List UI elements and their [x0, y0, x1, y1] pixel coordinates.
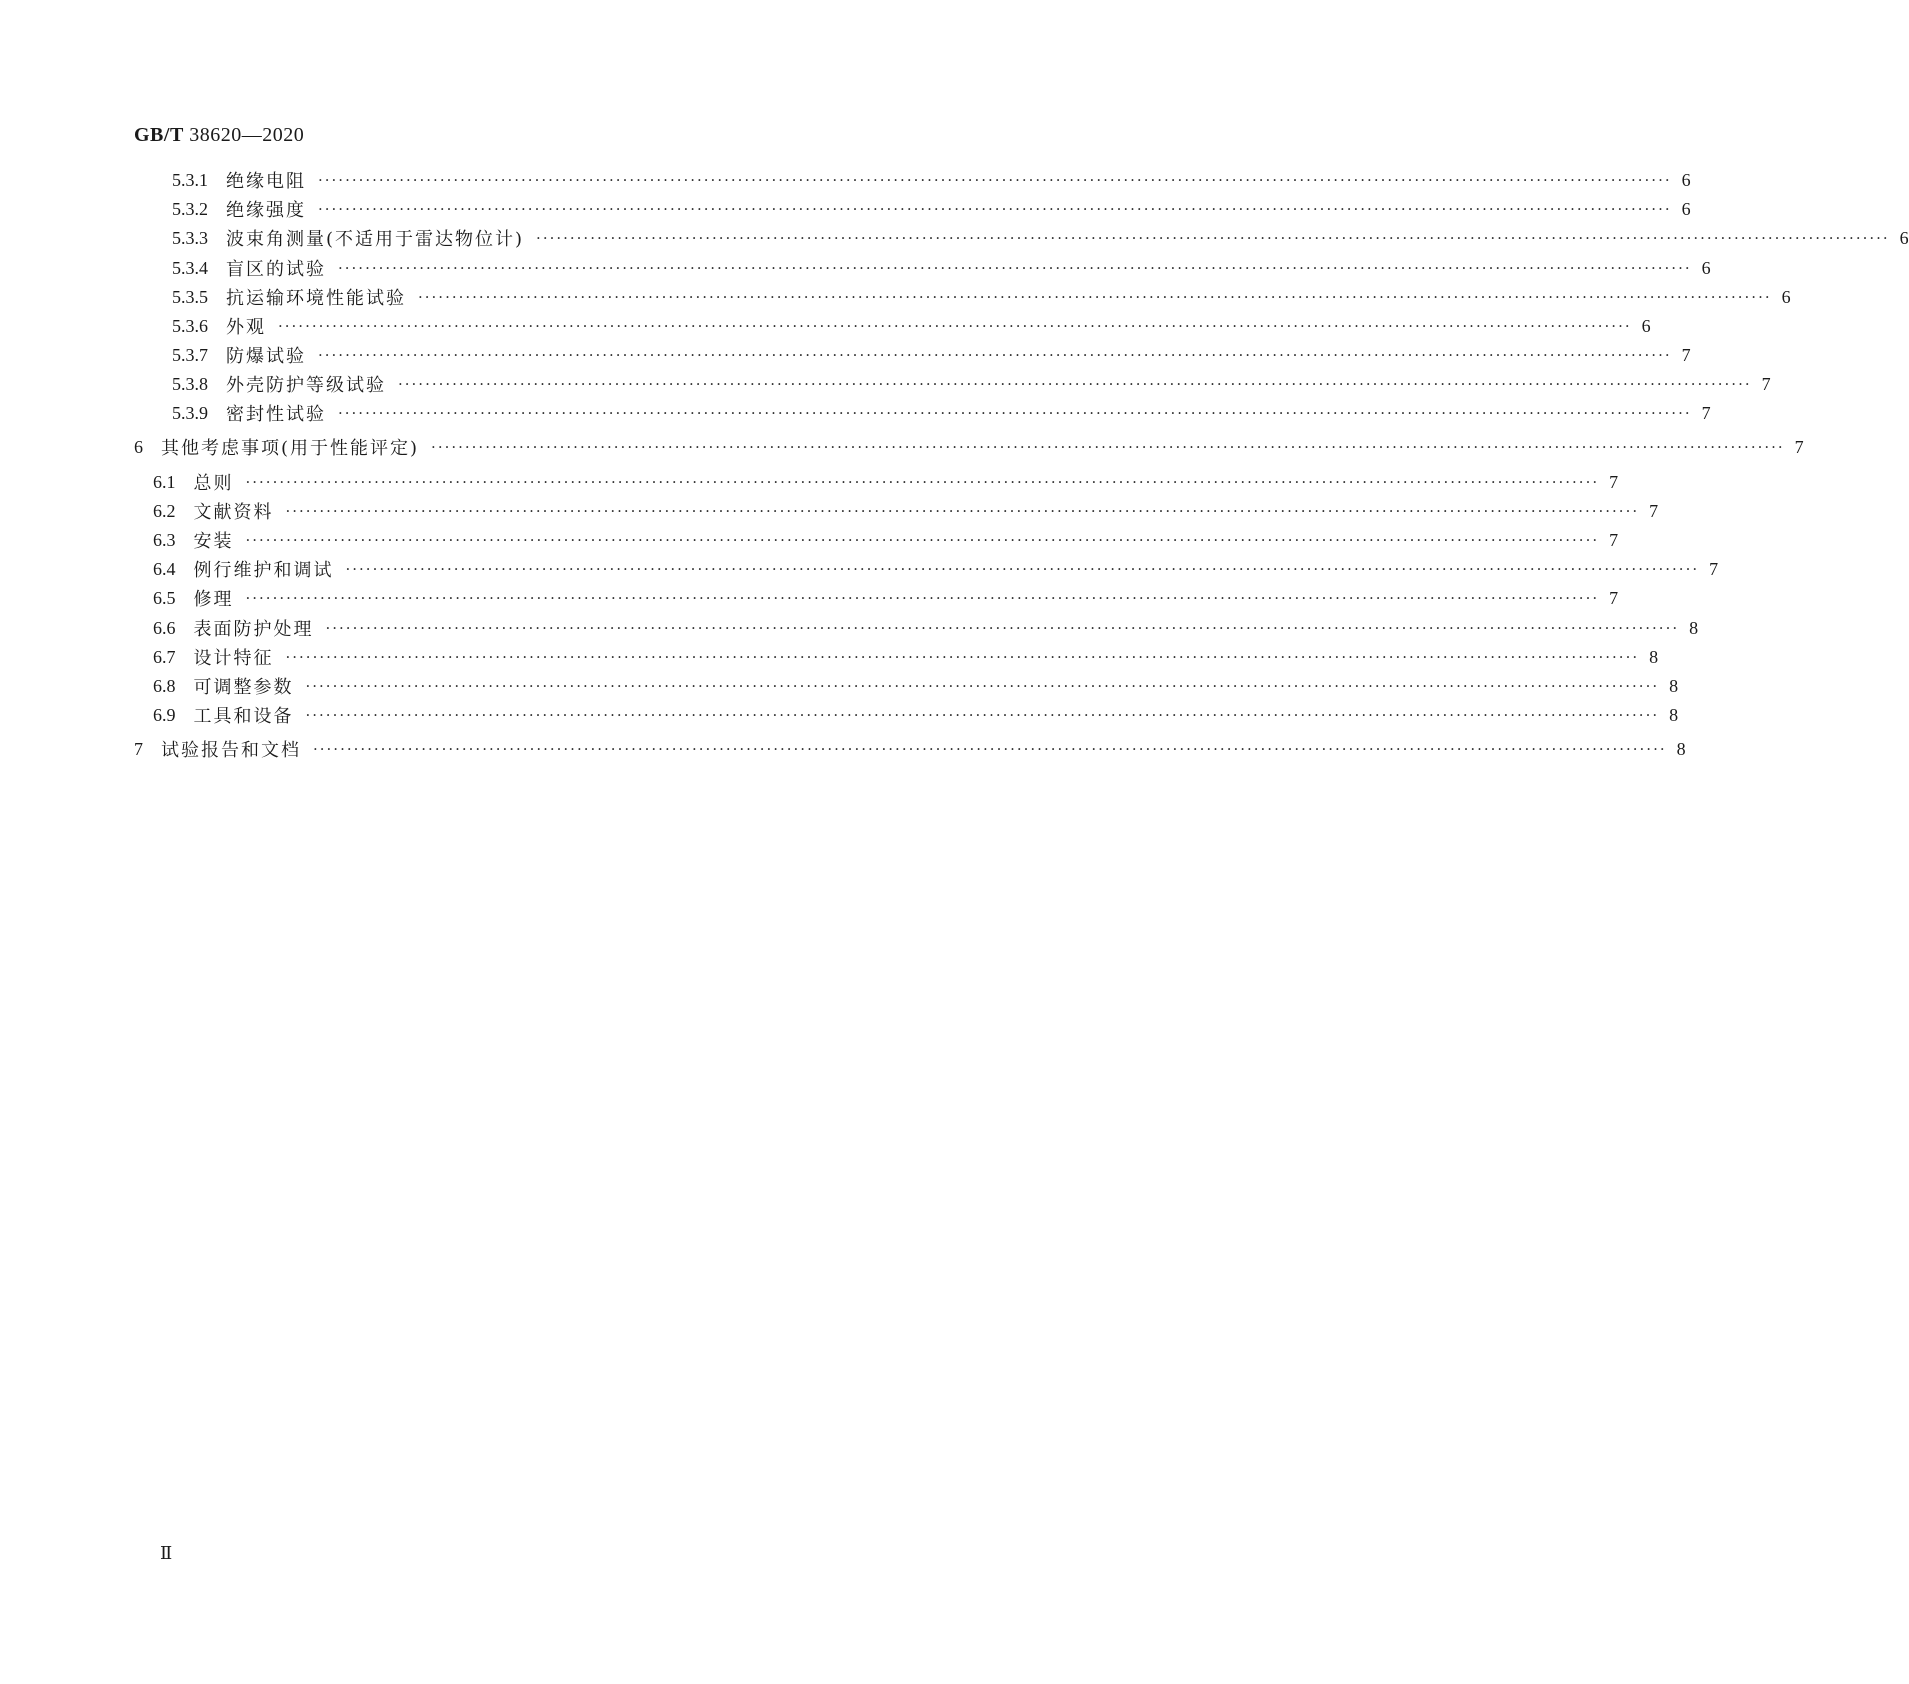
toc-entry-page: 7 [1609, 529, 1619, 550]
toc-entry[interactable] [0, 168, 1691, 192]
toc-entry-title: 抗运输环境性能试验 [226, 288, 406, 309]
toc-entry-page: 6 [1781, 286, 1791, 307]
toc-entry-title: 波束角测量(不适用于雷达物位计) [226, 229, 525, 250]
toc-entry[interactable] [0, 256, 1711, 280]
toc-entry-number: 5.3.1 [172, 169, 208, 190]
toc-leader-dots: ········································································································································································································ [318, 171, 1672, 189]
toc-entry[interactable] [0, 557, 1719, 581]
toc-entry-page: 6 [1681, 198, 1691, 219]
toc-leader-dots: ········································································································································································································ [285, 502, 1640, 520]
toc-entry[interactable] [0, 343, 1691, 367]
toc-entry-title: 安装 [193, 531, 234, 552]
toc-entry-page: 6 [1899, 227, 1909, 248]
toc-entry-number: 7 [134, 738, 143, 759]
toc-entry[interactable] [0, 674, 1679, 698]
toc-entry-page: 8 [1676, 738, 1686, 759]
toc-leader-dots: ········································································································································································································ [338, 404, 1692, 422]
toc-leader-dots: ········································································································································································································ [325, 619, 1680, 637]
toc-entry-title: 总则 [193, 473, 234, 494]
toc-entry-title: 例行维护和调试 [193, 560, 334, 581]
toc-entry[interactable] [0, 499, 1659, 523]
toc-leader-dots: ········································································································································································································ [318, 200, 1672, 218]
toc-entry-title: 盲区的试验 [226, 259, 326, 280]
toc-entry-number: 5.3.2 [172, 198, 208, 219]
toc-entry-number: 5.3.6 [172, 315, 208, 336]
toc-entry-number: 5.3.7 [172, 344, 208, 365]
toc-leader-dots: ········································································································································································································ [431, 438, 1785, 456]
toc-entry-title: 绝缘强度 [226, 200, 306, 221]
toc-entry[interactable] [0, 197, 1691, 221]
toc-leader-dots: ········································································································································································································ [285, 648, 1640, 666]
toc-entry-title: 修理 [193, 589, 234, 610]
toc-entry[interactable] [0, 616, 1699, 640]
standard-number: 38620—2020 [189, 124, 305, 146]
toc-leader-dots: ········································································································································································································ [398, 375, 1752, 393]
toc-entry-page: 8 [1689, 617, 1699, 638]
toc-leader-dots: ········································································································································································································ [245, 531, 1600, 549]
toc-entry-page: 6 [1641, 315, 1651, 336]
toc-entry-title: 表面防护处理 [193, 619, 314, 640]
toc-leader-dots: ········································································································································································································ [338, 259, 1692, 277]
toc-entry-page: 7 [1681, 344, 1691, 365]
toc-entry[interactable] [0, 401, 1711, 425]
toc-entry-number: 6.9 [153, 704, 176, 725]
toc-entry[interactable] [0, 737, 1686, 761]
toc-entry-page: 7 [1794, 436, 1804, 457]
standard-prefix: GB/T [134, 124, 184, 146]
toc-entry-number: 5.3.9 [172, 402, 208, 423]
toc-leader-dots: ········································································································································································································ [318, 346, 1672, 364]
toc-leader-dots: ········································································································································································································ [418, 288, 1772, 306]
toc-entry-number: 5.3.3 [172, 227, 208, 248]
toc-entry-title: 设计特征 [193, 648, 274, 669]
toc-leader-dots: ········································································································································································································ [278, 317, 1632, 335]
toc-entry-page: 8 [1669, 704, 1679, 725]
toc-entry-number: 6 [134, 436, 143, 457]
toc-entry-page: 6 [1701, 257, 1711, 278]
toc-entry-title: 绝缘电阻 [226, 171, 306, 192]
toc-entry-number: 6.6 [153, 617, 176, 638]
toc-entry-title: 其他考虑事项(用于性能评定) [161, 438, 420, 459]
toc-entry-title: 外壳防护等级试验 [226, 375, 386, 396]
toc-entry-number: 6.5 [153, 587, 176, 608]
toc-entry-title: 可调整参数 [193, 677, 294, 698]
toc-entry[interactable] [0, 285, 1791, 309]
toc-entry-number: 5.3.4 [172, 257, 208, 278]
document-code [134, 124, 304, 147]
toc-leader-dots: ········································································································································································································ [305, 706, 1660, 724]
toc-entry-page: 8 [1649, 646, 1659, 667]
toc-entry-number: 5.3.8 [172, 373, 208, 394]
toc-entry-number: 6.3 [153, 529, 176, 550]
toc-entry[interactable] [0, 435, 1804, 459]
toc-entry-title: 文献资料 [193, 502, 274, 523]
toc-entry[interactable] [0, 314, 1651, 338]
toc-leader-dots: ········································································································································································································ [305, 677, 1660, 695]
toc-entry-title: 防爆试验 [226, 346, 306, 367]
toc-entry[interactable] [0, 372, 1771, 396]
toc-leader-dots: ········································································································································································································ [245, 473, 1600, 491]
toc-entry-number: 6.4 [153, 558, 176, 579]
toc-entry-page: 7 [1609, 471, 1619, 492]
toc-entry-page: 7 [1709, 558, 1719, 579]
toc-entry[interactable] [0, 470, 1619, 494]
toc-entry-page: 8 [1669, 675, 1679, 696]
toc-entry-page: 7 [1761, 373, 1771, 394]
toc-entry-page: 6 [1681, 169, 1691, 190]
toc-entry-title: 密封性试验 [226, 404, 326, 425]
toc-entry-page: 7 [1609, 587, 1619, 608]
toc-entry-number: 6.2 [153, 500, 176, 521]
toc-leader-dots: ········································································································································································································ [313, 740, 1667, 758]
toc-entry[interactable] [0, 645, 1659, 669]
page-number-roman: Ⅱ [160, 1543, 173, 1563]
toc-leader-dots: ········································································································································································································ [245, 589, 1600, 607]
toc-entry-page: 7 [1701, 402, 1711, 423]
toc-entry-number: 6.1 [153, 471, 176, 492]
toc-entry-number: 6.7 [153, 646, 176, 667]
toc-entry-title: 试验报告和文档 [161, 740, 301, 761]
toc-entry[interactable] [0, 703, 1679, 727]
toc-entry-number: 6.8 [153, 675, 176, 696]
toc-entry-title: 外观 [226, 317, 266, 338]
toc-entry-title: 工具和设备 [193, 706, 294, 727]
toc-leader-dots: ········································································································································································································ [536, 229, 1890, 247]
toc-leader-dots: ········································································································································································································ [345, 560, 1700, 578]
toc-entry[interactable] [0, 586, 1619, 610]
toc-entry[interactable] [0, 528, 1619, 552]
toc-entry-page: 7 [1649, 500, 1659, 521]
toc-entry-number: 5.3.5 [172, 286, 208, 307]
toc-entry[interactable] [0, 226, 1909, 250]
